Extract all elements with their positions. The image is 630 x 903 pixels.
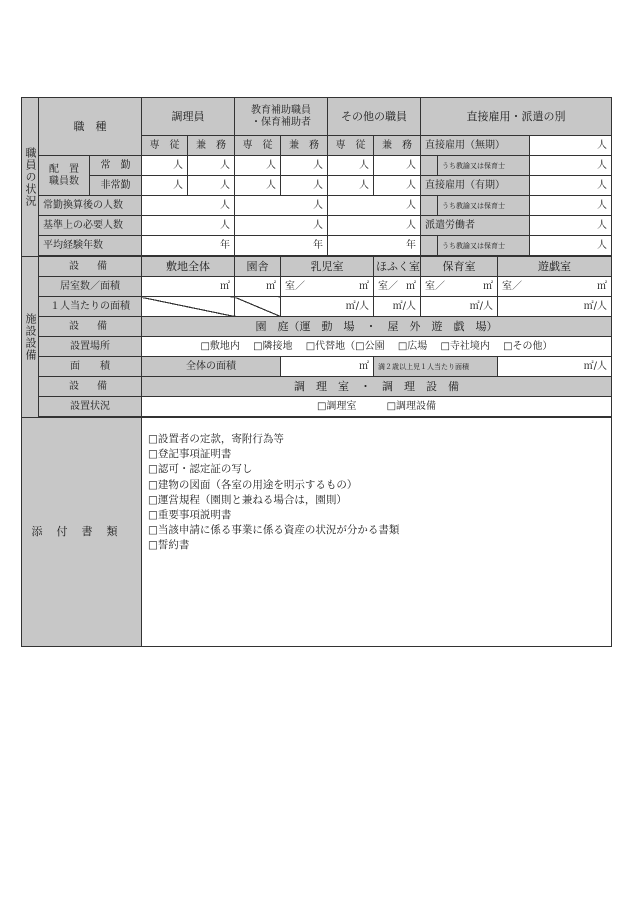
unit-person: 人 [406, 159, 416, 171]
direct-indefinite-label: 直接雇用（無期） [421, 136, 530, 156]
nonreg-other-dual[interactable] [374, 176, 421, 196]
area-label: 面 積 [39, 357, 142, 377]
unit-sqm: ㎡ [359, 280, 369, 292]
crawling-room-header: ほふく室 [374, 257, 421, 277]
assigned-staff-line1: 配 置 [49, 163, 79, 175]
room-unit: 室／ [425, 280, 445, 292]
nonreg-aide-dual[interactable] [281, 176, 328, 196]
per-person-row [22, 297, 612, 317]
nonreg-cooks-dual[interactable] [188, 176, 235, 196]
rooms-area-row [22, 277, 612, 297]
unit-person: 人 [359, 159, 369, 171]
direct-indefinite-value[interactable] [530, 136, 612, 156]
infant-per-person[interactable] [281, 297, 374, 317]
avg-years-other[interactable] [328, 236, 421, 256]
aide-full-time: 専 従 [235, 136, 281, 156]
unit-person: 人 [313, 179, 323, 191]
other-dual: 兼 務 [374, 136, 421, 156]
site-total-na [142, 297, 235, 317]
unit-person: 人 [313, 159, 323, 171]
cooks-header: 調理員 [142, 98, 235, 136]
regular-other-dual[interactable] [374, 156, 421, 176]
unit-person: 人 [406, 179, 416, 191]
job-type-header: 職 種 [39, 98, 142, 156]
kitchen-options [142, 397, 612, 417]
loc-option-alternative[interactable]: □代替地（□公園 [305, 340, 385, 352]
unit-person: 人 [597, 159, 607, 171]
room-unit: 室／ [285, 280, 305, 292]
avg-years-cooks[interactable] [142, 236, 235, 256]
per-person-label: １人当たりの面積 [39, 297, 142, 317]
edu-aide-line2: ・保育補助者 [251, 116, 311, 128]
unit-sqm: ㎡ [359, 360, 369, 372]
room-unit: 室／ [378, 280, 398, 292]
unit-person: 人 [406, 199, 416, 211]
unit-sqm-per-person: ㎡/人 [469, 300, 493, 312]
unit-person: 人 [597, 239, 607, 251]
loc-option-adjacent[interactable]: □隣接地 [253, 340, 293, 352]
unit-sqm: ㎡ [406, 280, 416, 292]
attachment-item[interactable]: □認可・認定証の写し [148, 463, 253, 476]
avg-years-row [22, 236, 612, 256]
unit-person: 人 [597, 179, 607, 191]
building-header: 園舎 [235, 257, 281, 277]
attachment-item[interactable]: □重要事項説明書 [148, 508, 232, 521]
loc-option-plaza[interactable]: □広場 [397, 340, 428, 352]
unit-year: 年 [220, 239, 230, 251]
unit-person: 人 [266, 179, 276, 191]
facility-section-label: 施設設備 [22, 257, 39, 418]
loc-option-other[interactable]: □その他） [503, 340, 553, 352]
regular-other-full[interactable] [328, 156, 374, 176]
non-regular-label: 非常勤 [90, 176, 142, 196]
kitchen-header-row [22, 377, 612, 397]
required-row [22, 216, 612, 236]
attachment-item[interactable]: □誓約書 [148, 539, 190, 552]
cooks-dual: 兼 務 [188, 136, 235, 156]
kitchen-status-row [22, 397, 612, 417]
unit-sqm-per-person: ㎡/人 [392, 300, 416, 312]
attachments-list [142, 418, 612, 647]
unit-person: 人 [313, 199, 323, 211]
fte-other[interactable] [328, 196, 421, 216]
other-staff-header: その他の職員 [328, 98, 421, 136]
staff-header-row [22, 98, 612, 136]
unit-sqm-per-person: ㎡/人 [583, 300, 607, 312]
form-table [21, 97, 612, 647]
unit-person: 人 [220, 219, 230, 231]
unit-person: 人 [173, 179, 183, 191]
kitchen-title: 調 理 室 ・ 調 理 設 備 [142, 377, 612, 397]
fte-label: 常勤換算後の人数 [39, 196, 142, 216]
per-child-value[interactable] [498, 357, 612, 377]
teacher-label-1: うち教諭又は保育士 [438, 156, 530, 176]
unit-person: 人 [313, 219, 323, 231]
attachment-item[interactable]: □当該申請に係る事業に係る資産の状況が分かる書類 [148, 524, 400, 537]
fte-aide[interactable] [235, 196, 328, 216]
non-regular-staff-row [22, 176, 612, 196]
nonreg-cooks-full[interactable] [142, 176, 188, 196]
nonreg-aide-full[interactable] [235, 176, 281, 196]
teacher-value-2[interactable] [530, 196, 612, 216]
regular-cooks-full[interactable] [142, 156, 188, 176]
required-cooks[interactable] [142, 216, 235, 236]
unit-person: 人 [597, 139, 607, 151]
crawling-room-area[interactable] [374, 277, 421, 297]
total-area-label: 全体の面積 [142, 357, 281, 377]
direct-fixed-value[interactable] [530, 176, 612, 196]
play-room-area[interactable] [498, 277, 612, 297]
attachment-item[interactable]: □設置者の定款，寄附行為等 [148, 433, 284, 445]
play-room-header: 遊戯室 [498, 257, 612, 277]
infant-room-area[interactable] [281, 277, 374, 297]
attachment-item[interactable]: □運営規程（園則と兼ねる場合は，園則） [148, 493, 347, 506]
loc-option-temple[interactable]: □寺社境内 [440, 340, 490, 352]
direct-fixed-label: 直接雇用（有期） [421, 176, 530, 196]
total-area-value[interactable] [281, 357, 374, 377]
employment-type-header: 直接雇用・派遣の別 [421, 98, 612, 136]
edu-aide-header [235, 98, 328, 136]
regular-cooks-dual[interactable] [188, 156, 235, 176]
avg-years-aide[interactable] [235, 236, 328, 256]
avg-years-label: 平均経験年数 [39, 236, 142, 256]
unit-sqm: ㎡ [483, 280, 493, 292]
required-other[interactable] [328, 216, 421, 236]
unit-person: 人 [173, 159, 183, 171]
unit-person: 人 [597, 199, 607, 211]
nursery-per-person[interactable] [421, 297, 498, 317]
site-total-header: 敷地全体 [142, 257, 235, 277]
nursery-room-header: 保育室 [421, 257, 498, 277]
required-aide[interactable] [235, 216, 328, 236]
teacher-label-3: うち教諭又は保育士 [438, 236, 530, 256]
unit-person: 人 [220, 179, 230, 191]
fte-cooks[interactable] [142, 196, 235, 216]
garden-area-row [22, 357, 612, 377]
edu-aide-line1: 教育補助職員 [251, 104, 311, 116]
dispatched-label: 派遣労働者 [421, 216, 530, 236]
unit-sqm-per-person: ㎡/人 [583, 360, 607, 372]
crawling-per-person[interactable] [374, 297, 421, 317]
regular-aide-dual[interactable] [281, 156, 328, 176]
site-total-area[interactable] [142, 277, 235, 297]
application-form [21, 97, 611, 647]
teacher-value-3[interactable] [530, 236, 612, 256]
unit-sqm: ㎡ [597, 280, 607, 292]
fte-row [22, 196, 612, 216]
location-row [22, 337, 612, 357]
required-label: 基準上の必要人数 [39, 216, 142, 236]
install-status-label: 設置状況 [39, 397, 142, 417]
attachment-item[interactable]: □建物の図面（各室の用途を明示するもの） [148, 478, 358, 491]
aide-dual: 兼 務 [281, 136, 328, 156]
other-full-time: 専 従 [328, 136, 374, 156]
attachments-label: 添付書類 [22, 418, 142, 647]
unit-year: 年 [406, 239, 416, 251]
unit-sqm: ㎡ [266, 280, 276, 292]
building-na [235, 297, 281, 317]
assigned-staff-label [39, 156, 90, 196]
building-area[interactable] [235, 277, 281, 297]
kitchen-option-equipment[interactable]: □調理設備 [386, 400, 437, 412]
staff-section-label: 職員の状況 [22, 98, 39, 257]
kitchen-equipment-label: 設 備 [39, 377, 142, 397]
unit-person: 人 [359, 179, 369, 191]
infant-room-header: 乳児室 [281, 257, 374, 277]
kitchen-option-room[interactable]: □調理室 [316, 400, 357, 412]
equipment-header: 設 備 [39, 257, 142, 277]
unit-person: 人 [266, 159, 276, 171]
regular-label: 常 勤 [90, 156, 142, 176]
location-options [142, 337, 612, 357]
per-child-label: 満２歳以上児１人当たり面積 [374, 357, 498, 377]
nonreg-other-full[interactable] [328, 176, 374, 196]
attachments-row [22, 418, 612, 647]
facility-header-row [22, 257, 612, 277]
attachment-item[interactable]: □登記事項証明書 [148, 448, 232, 461]
unit-year: 年 [313, 239, 323, 251]
garden-equipment-label: 設 備 [39, 317, 142, 337]
nursery-room-area[interactable] [421, 277, 498, 297]
cooks-full-time: 専 従 [142, 136, 188, 156]
unit-person: 人 [406, 219, 416, 231]
regular-aide-full[interactable] [235, 156, 281, 176]
unit-sqm-per-person: ㎡/人 [345, 300, 369, 312]
garden-header-row [22, 317, 612, 337]
unit-person: 人 [220, 199, 230, 211]
teacher-value-1[interactable] [530, 156, 612, 176]
teacher-label-2: うち教諭又は保育士 [438, 196, 530, 216]
room-unit: 室／ [502, 280, 522, 292]
loc-option-on-site[interactable]: □敷地内 [200, 340, 240, 352]
regular-staff-row [22, 156, 612, 176]
dispatched-value[interactable] [530, 216, 612, 236]
unit-person: 人 [597, 219, 607, 231]
rooms-area-label: 居室数／面積 [39, 277, 142, 297]
unit-sqm: ㎡ [220, 280, 230, 292]
location-label: 設置場所 [39, 337, 142, 357]
assigned-staff-line2: 職員数 [49, 175, 79, 187]
garden-title: 園 庭（運 動 場 ・ 屋 外 遊 戯 場） [142, 317, 612, 337]
unit-person: 人 [220, 159, 230, 171]
play-per-person[interactable] [498, 297, 612, 317]
